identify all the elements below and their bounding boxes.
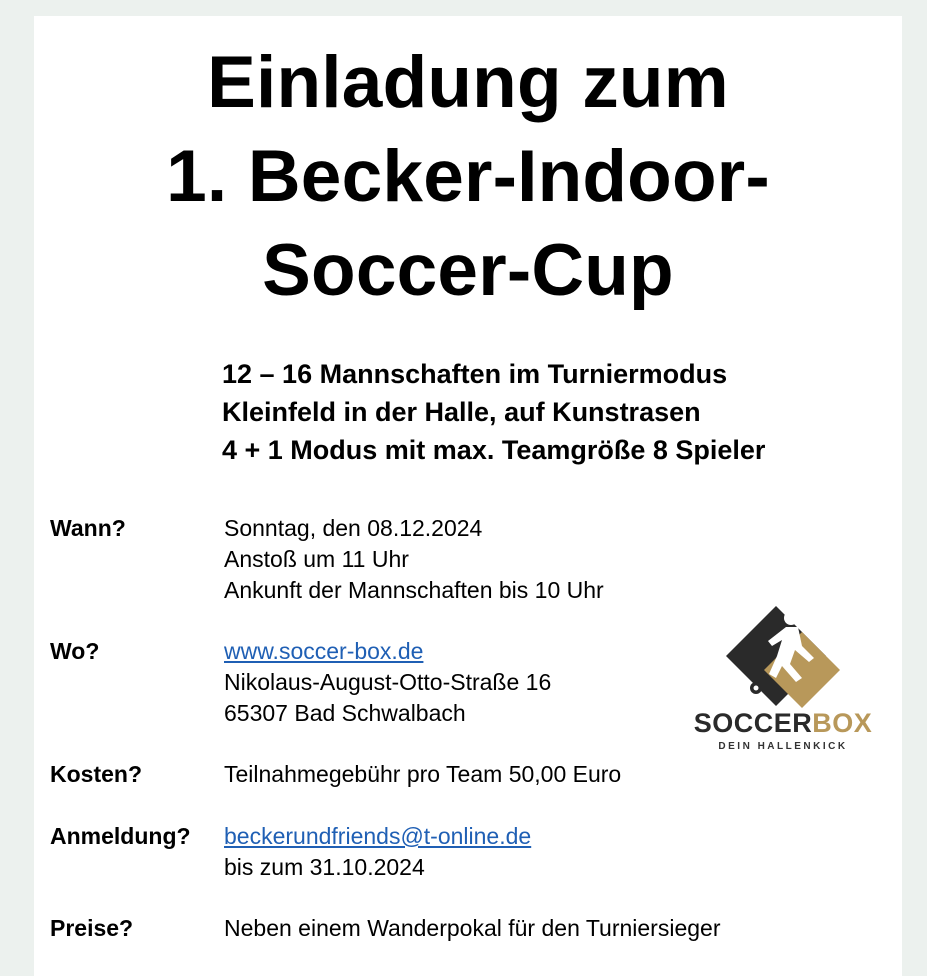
title-line: Soccer-Cup bbox=[262, 230, 674, 311]
invitation-title bbox=[34, 36, 902, 318]
detail-line: Teilnahmegebühr pro Team 50,00 Euro bbox=[224, 761, 622, 787]
detail-line: Sonntag, den 08.12.2024 bbox=[224, 515, 483, 541]
detail-line: Ankunft der Mannschaften bis 10 Uhr bbox=[224, 577, 604, 603]
logo-tagline: DEIN HALLENKICK bbox=[718, 741, 848, 752]
detail-label-preise: Preise? bbox=[50, 915, 134, 941]
detail-label-wo: Wo? bbox=[50, 638, 100, 664]
detail-line: Neben einem Wanderpokal für den Turniersieger bbox=[224, 915, 721, 941]
tournament-features bbox=[222, 355, 765, 469]
feature-line: 4 + 1 Modus mit max. Teamgröße 8 Spieler bbox=[222, 435, 766, 465]
feature-line: 12 – 16 Mannschaften im Turniermodus bbox=[222, 359, 728, 389]
detail-value-wo bbox=[224, 636, 551, 729]
soccer-player-icon bbox=[690, 600, 876, 710]
detail-label-anmeldung: Anmeldung? bbox=[50, 823, 191, 849]
website-link[interactable]: www.soccer-box.de bbox=[224, 638, 424, 664]
logo-wordmark bbox=[690, 708, 876, 739]
detail-label-kosten: Kosten? bbox=[50, 761, 142, 787]
feature-line: Kleinfeld in der Halle, auf Kunstrasen bbox=[222, 397, 701, 427]
logo-word-box: BOX bbox=[812, 708, 873, 738]
email-link[interactable]: beckerundfriends@t-online.de bbox=[224, 823, 532, 849]
detail-line: 65307 Bad Schwalbach bbox=[224, 700, 466, 726]
detail-value-kosten bbox=[224, 759, 621, 790]
logo-word-soccer: SOCCER bbox=[693, 708, 813, 738]
invitation-page bbox=[34, 16, 902, 976]
detail-value-wann bbox=[224, 513, 604, 606]
soccerbox-logo bbox=[690, 600, 876, 760]
title-line: 1. Becker-Indoor- bbox=[166, 136, 770, 217]
detail-value-preise bbox=[224, 913, 720, 944]
detail-line: Nikolaus-August-Otto-Straße 16 bbox=[224, 669, 552, 695]
detail-line: Anstoß um 11 Uhr bbox=[224, 546, 409, 572]
detail-label-wann: Wann? bbox=[50, 515, 126, 541]
title-line: Einladung zum bbox=[207, 42, 729, 123]
detail-value-anmeldung bbox=[224, 821, 531, 883]
detail-line: bis zum 31.10.2024 bbox=[224, 854, 425, 880]
